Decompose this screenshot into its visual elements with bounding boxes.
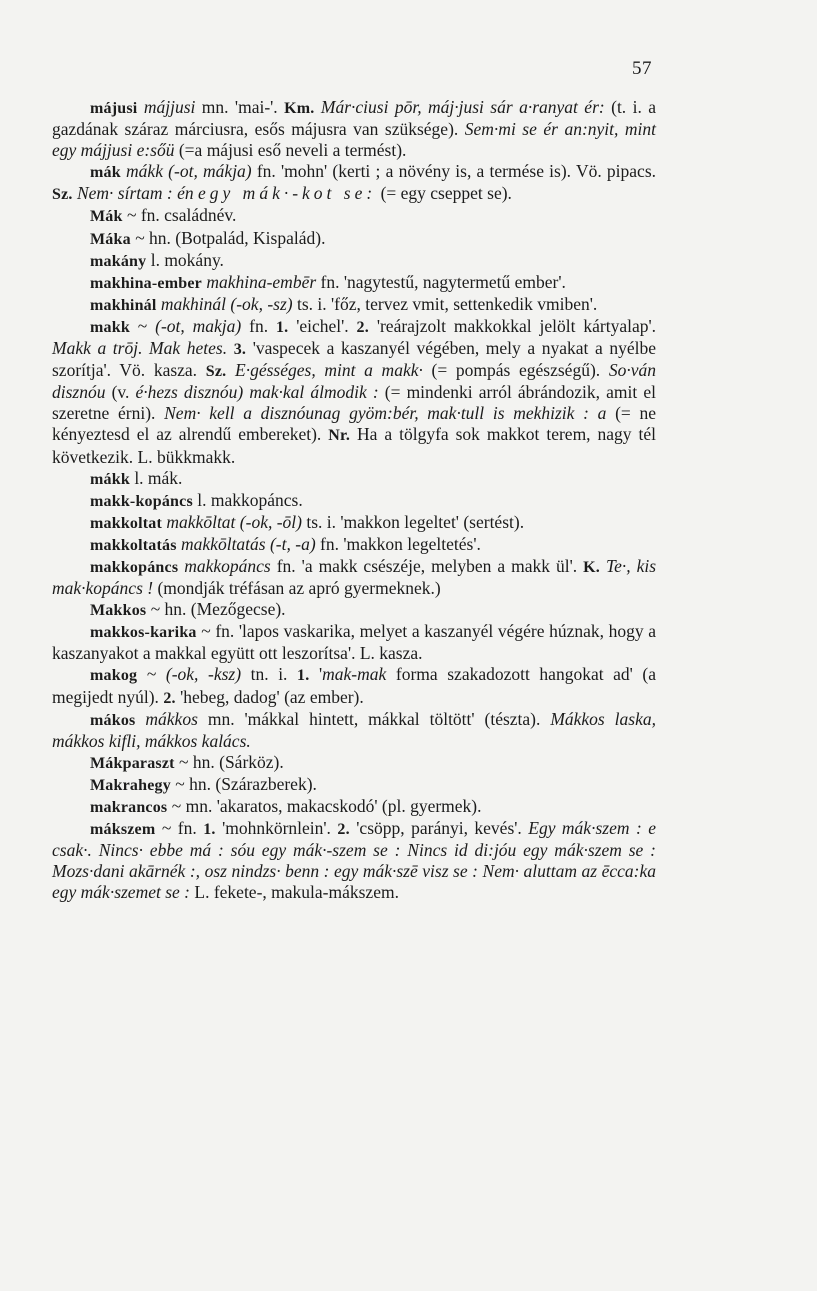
entry-example: Sem·mi se ér an:nyit, mint egy májjusi e:sőü [52,119,656,161]
entry-text: ~ fn. családnév. [122,205,237,226]
entry-example: Nem· kell a disznóunag gyöm:bér, mak·tull is mekhizik : a [164,403,607,424]
entry-text: ~ [129,315,156,336]
entry-example: egy mák·-kot se: [198,183,377,204]
entry-headword: májusi [90,100,138,117]
entry-text: ~ mn. 'akaratos, makacskodó' (pl. gyermek). [167,796,482,816]
entry-text: 'hebeg, dadog' (az ember). [175,686,364,707]
entry-example: májjusi [143,97,196,117]
entry-headword: makkoltat [90,514,163,532]
entry-headword: makkopáncs [90,558,179,576]
dictionary-entry [52,556,656,599]
dictionary-entry [52,97,656,161]
dictionary-entry [52,621,656,664]
dictionary-entry [52,205,656,227]
entry-text [135,709,145,729]
entry-headword: makk [90,318,130,336]
entry-example: Egy mák·szem : e csak·. Nincs· ebbe má : sóu egy mák·-szem se : Nincs id di:jóu egy mák·szem se : Mozs·dani akārnék :, osz nindzs· benn : egy mák·szē visz se : Nem· aluttam az ēcca:ka egy mák·szemet se : [52,818,656,903]
entry-text: Ha a tölgyfa sok makkot terem, nagy tél következik. L. bükkmakk. [52,424,656,467]
dictionary-entry [52,316,656,468]
entry-headword: Mákparaszt [90,754,175,772]
entry-label: Sz. [205,363,227,381]
entry-example: makhinál (-ok, -sz) [160,293,293,314]
page-edge [817,0,831,1291]
entry-label: 2. [356,318,369,336]
entry-text: ts. i. 'főz, tervez vmit, settenkedik vmiben'. [292,293,598,314]
entry-example: makkōltatás (-t, -a) [181,533,316,554]
entry-text: (=a májusi eső neveli a termést). [174,140,407,161]
dictionary-entry [52,272,656,294]
entry-headword: mákszem [90,821,156,839]
entry-text: 'eichel'. [288,315,357,336]
dictionary-entry [52,534,656,556]
entry-headword: mákk [90,470,130,488]
entry-text: ts. i. 'makkon legeltet' (sertést). [301,511,525,532]
entry-label: K. [583,558,600,576]
entry-text: 'csöpp, parányi, kevés'. [349,818,529,839]
entry-text: fn. 'a makk csészéje, melyben a makk ül'. [270,555,584,576]
entry-headword: mák [90,164,121,182]
entry-example: Mákkos laska, mákkos kifli, mákkos kalács. [52,708,656,751]
dictionary-entry [52,294,656,316]
entry-label: 3. [233,341,247,359]
entry-headword: makkos-karika [90,624,197,642]
entry-example: Már·ciusi pōr, máj·jusi sár a·ranyat ér: [320,97,605,117]
entry-label: 1. [275,318,289,336]
entry-headword: Makrahegy [90,776,171,794]
entry-text: ~ hn. (Szárazberek). [170,773,317,794]
entry-text: ' [309,664,323,685]
entry-headword: makhina-ember [90,274,202,292]
entry-headword: Makkos [90,602,147,620]
dictionary-entry [52,599,656,621]
entry-example: Makk a trōj. Mak hetes. [52,338,228,359]
entry-text: mn. 'mákkal hintett, mákkal töltött' (tészta). [197,708,551,729]
entry-text: (= mindenki arról ábrándozik, amit el szeretne érni). [52,382,656,424]
entry-text: ~ hn. (Botpalád, Kispalád). [130,227,326,248]
dictionary-entry [52,709,656,752]
entry-text: forma szakadozott hangokat ad' (a megijedt nyúl). [52,664,656,707]
entry-text: (= pompás egészségű). [422,360,609,381]
entry-text: (= egy cseppet se). [376,183,512,204]
entry-text: (t. i. a gazdának száraz márciusra, esős májusra van szüksége). [52,97,656,140]
entry-label: Nr. [328,427,351,445]
entry-label: 1. [297,667,310,685]
entry-text: ~ fn. 'lapos vaskarika, melyet a kaszanyél végére húznak, hogy a kaszanyakot a makkal együtt ott leszorítsa'. L. kasza. [52,621,656,664]
entry-text: ~ hn. (Mezőgecse). [146,599,286,620]
entry-text: fn. 'makkon legeltetés'. [315,533,481,554]
entry-example: E·gésséges, mint a makk· [235,360,423,381]
entry-example: So·ván disznóu [52,360,656,403]
dictionary-entry [52,796,656,818]
dictionary-entry [52,774,656,796]
entry-text: ~ [137,664,166,685]
dictionary-text [52,97,656,903]
entry-example: mákk (-ot, mákja) [126,161,252,182]
entry-label: 2. [337,821,350,839]
entry-text: l. mák. [129,467,183,488]
entry-headword: makk-kopáncs [90,492,193,510]
dictionary-entry [52,664,656,708]
dictionary-entry [52,250,656,272]
entry-text: 'mohnkörnlein'. [215,818,338,839]
entry-headword: mákos [90,711,136,729]
entry-headword: makhinál [90,296,157,314]
entry-headword: Mák [90,208,123,226]
dictionary-entry [52,818,656,903]
entry-text: fn. [241,315,276,336]
entry-example: mákkos [145,708,198,729]
entry-label: 2. [163,689,176,707]
entry-example: é·hezs disznóu) mak·kal álmodik : [135,382,379,403]
entry-label: Km. [284,100,315,117]
entry-example: makkopáncs [184,555,271,576]
entry-label: Sz. [52,186,73,204]
entry-text: fn. 'mohn' (kerti ; a növény is, a termése is). Vö. pipacs. [251,161,657,182]
entry-example: mak-mak [322,664,387,685]
entry-text: l. makkopáncs. [192,489,303,510]
entry-text: mn. 'mai-'. [195,97,285,117]
entry-text [227,338,234,358]
dictionary-entry [52,512,656,534]
entry-label: 1. [203,821,216,839]
entry-example: (-ot, makja) [155,315,242,336]
entry-example: Nem· sírtam : én [76,183,194,204]
entry-headword: makkoltatás [90,536,177,554]
entry-headword: makrancos [90,799,168,816]
entry-text: 'reárajzolt makkokkal jelölt kártyalap'. [368,315,656,336]
entry-text: l. mokány. [146,249,224,270]
entry-headword: Máka [90,230,131,248]
entry-example: makkōltat (-ok, -ōl) [166,511,302,532]
entry-text: L. fekete-, makula-mákszem. [190,882,399,903]
dictionary-entry [52,228,656,250]
entry-text: (mondják tréfásan az apró gyermeknek.) [153,578,441,599]
dictionary-entry [52,490,656,512]
entry-text: ~ hn. (Sárköz). [174,751,284,772]
entry-example: Te·, kis mak·kopáncs ! [52,555,657,599]
entry-text: tn. i. [241,664,298,685]
entry-text: 'vaspecek a kaszanyél végében, mely a nyakat a nyélbe szorítja'. Vö. kasza. [52,338,657,381]
entry-text: (v. [105,382,136,403]
entry-text: ~ fn. [155,818,204,839]
entry-text [226,360,235,380]
dictionary-entry [52,468,656,490]
dictionary-entry [52,752,656,774]
dictionary-entry [52,161,656,205]
page-number: 57 [632,58,652,79]
entry-headword: makog [90,667,138,685]
entry-example: (-ok, -ksz) [165,664,242,685]
entry-text: fn. 'nagytestű, nagytermetű ember'. [316,271,566,292]
entry-text: (= ne kényeztesd el az alrendű embereket). [52,403,657,445]
entry-headword: makány [90,252,147,270]
entry-example: makhina-embēr [206,271,317,292]
